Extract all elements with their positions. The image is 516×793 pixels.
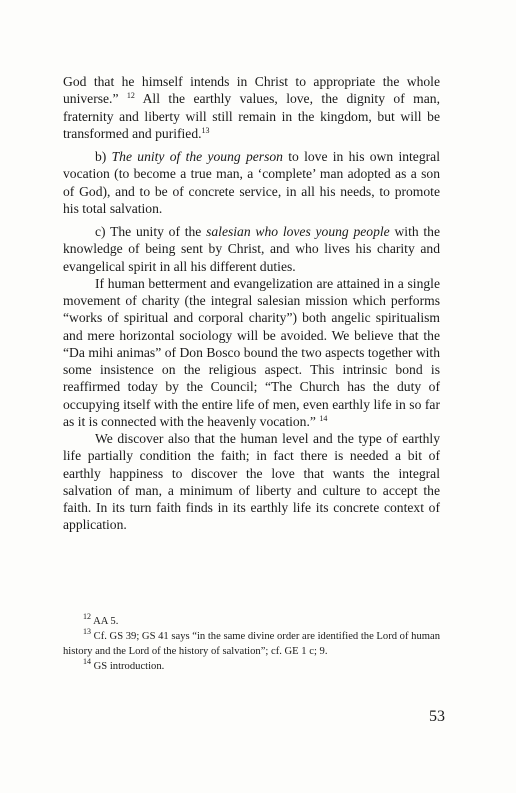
footnotes bbox=[63, 614, 440, 674]
paragraph-text: We discover also that the human level and the type of earthly life partially condition the faith; in fact there is needed a bit of earthly happiness to discover the love that wants the integral salvation of man, a minimum of liberty and culture to accept the faith. In its turn faith finds in its earthly life its concrete context of application. bbox=[63, 431, 440, 533]
paragraph-text: with the knowledge of being sent by Christ, and who lives his charity and evangelical spirit in all his different duties. bbox=[63, 224, 440, 274]
footnote-ref-13: 13 bbox=[201, 125, 210, 135]
footnote-14 bbox=[63, 659, 440, 674]
footnote-ref-12: 12 bbox=[126, 91, 135, 101]
paragraph-text: c) The unity of the bbox=[95, 224, 207, 239]
paragraph-unity-salesian bbox=[63, 223, 440, 275]
footnote-text: Cf. GS 39; GS 41 says “in the same divine order are identified the Lord of human history and the Lord of the history of salvation”; cf. GE 1 c; 9. bbox=[63, 631, 440, 657]
footnote-12 bbox=[63, 614, 440, 629]
footnote-13 bbox=[63, 629, 440, 659]
paragraph-unity-young-person bbox=[63, 148, 440, 217]
emphasis-text: The unity of the young person bbox=[111, 149, 283, 164]
paragraph-text: God that he himself intends in Christ to appropriate the whole universe.” bbox=[63, 74, 440, 107]
paragraph-continuation bbox=[63, 73, 440, 142]
footnote-number: 13 bbox=[83, 627, 91, 636]
paragraph-text: All the earthly values, love, the dignity of man, fraternity and liberty will still remain in the kingdom, but will be transformed and purified. bbox=[63, 91, 440, 141]
paragraph-human-betterment bbox=[63, 275, 440, 430]
paragraph-text: to love in his own integral vocation (to become a true man, a ‘complete’ man adopted as a son of God), and to be of concrete service, in all his needs, to promote his total salvation. bbox=[63, 149, 440, 216]
emphasis-text: salesian who loves young people bbox=[206, 224, 390, 239]
paragraph-human-level bbox=[63, 430, 440, 534]
footnote-text: AA 5. bbox=[91, 616, 119, 627]
footnote-ref-14: 14 bbox=[319, 413, 328, 423]
footnote-number: 12 bbox=[83, 612, 91, 621]
footnote-text: GS introduction. bbox=[91, 661, 165, 672]
paragraph-text: If human betterment and evangelization are attained in a single movement of charity (the integral salesian mission which performs “works of spiritual and corporal charity”) both angelic spiritualism and mere horizontal sociology will be avoided. We believe that the “Da mihi animas” of Don Bosco bound the two aspects together with some insistence on the religious aspect. This intrinsic bond is reaffirmed today by the Council; “The Church has the duty of occupying itself with the entire life of men, even earthly life in so far as it is connected with the heavenly vocation.” bbox=[63, 275, 440, 429]
footnote-number: 14 bbox=[83, 657, 91, 666]
body-text bbox=[63, 73, 440, 534]
list-label: b) bbox=[95, 149, 112, 164]
page-number: 53 bbox=[429, 708, 445, 725]
